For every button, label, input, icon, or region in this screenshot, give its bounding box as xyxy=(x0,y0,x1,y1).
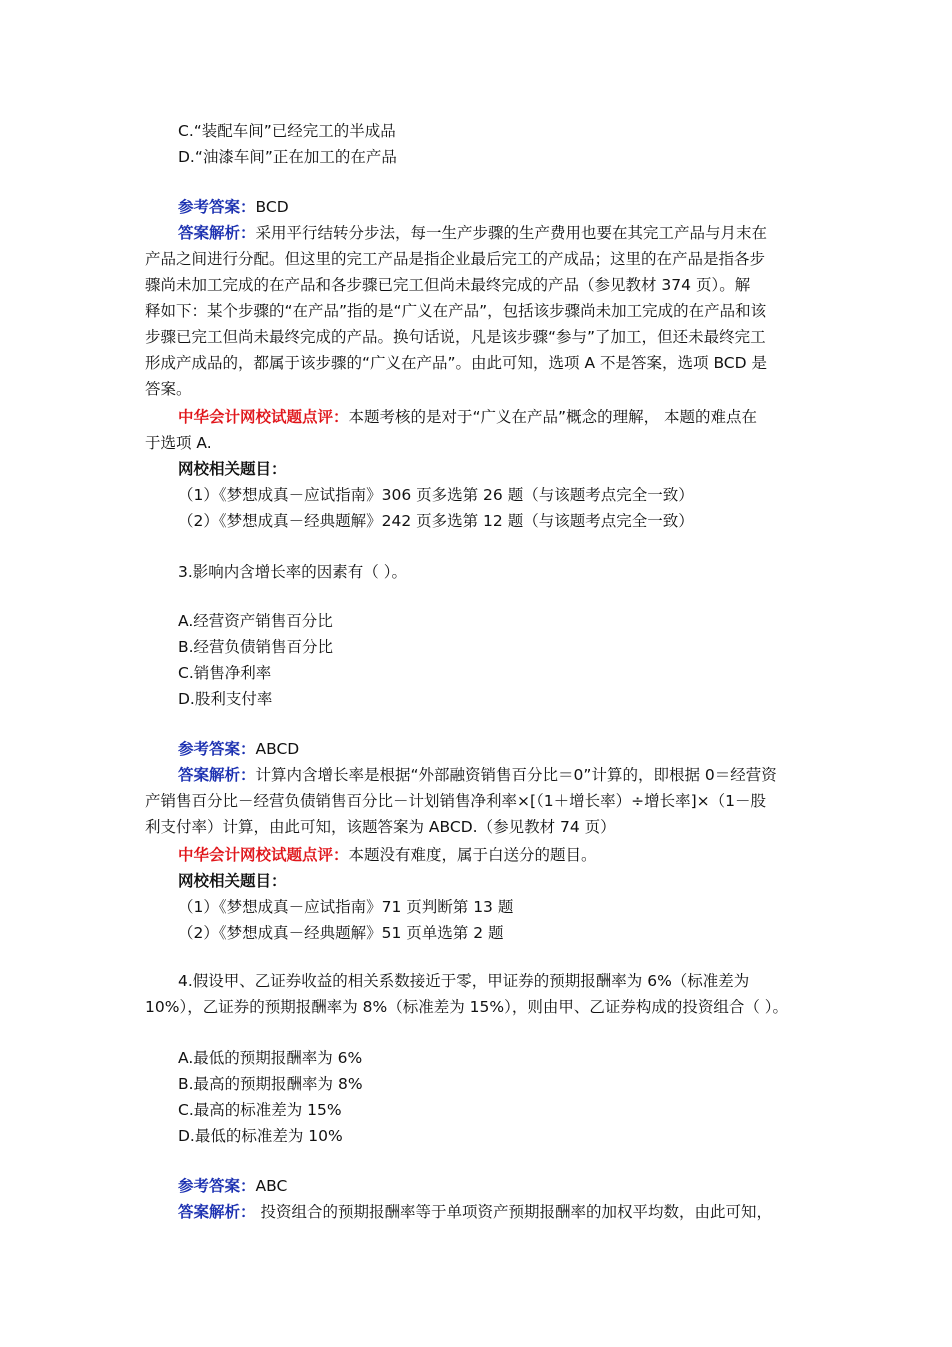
option-a: A.最低的预期报酬率为 6% xyxy=(178,1049,363,1067)
analysis-text: 投资组合的预期报酬率等于单项资产预期报酬率的加权平均数，由此可知， xyxy=(255,1203,772,1221)
question-4: 4.假设甲、乙证券收益的相关系数接近于零，甲证券的预期报酬率为 6%（标准差为 xyxy=(178,972,750,990)
option-d: D.股利支付率 xyxy=(178,690,273,708)
option-d: D.最低的标准差为 10% xyxy=(178,1127,343,1145)
comment-line xyxy=(178,844,597,866)
analysis-text: 产销售百分比－经营负债销售百分比－计划销售净利率×[（1＋增长率）÷增长率]×（1－股 xyxy=(145,792,767,810)
analysis-line xyxy=(178,764,777,786)
related-item: （1）《梦想成真－应试指南》306 页多选第 26 题（与该题考点完全一致） xyxy=(178,486,694,504)
answer-line xyxy=(178,196,289,218)
analysis-line xyxy=(178,222,767,244)
analysis-line xyxy=(178,1201,772,1223)
option-a: A.经营资产销售百分比 xyxy=(178,612,333,630)
analysis-text: 采用平行结转分步法，每一生产步骤的生产费用也要在其完工产品与月末在 xyxy=(255,224,768,242)
answer-label: 参考答案： xyxy=(178,198,256,216)
related-item: （2）《梦想成真－经典题解》51 页单选第 2 题 xyxy=(178,924,504,942)
question-4-cont: 10%），乙证券的预期报酬率为 8%（标准差为 15%），则由甲、乙证券构成的投资组合（ ）。 xyxy=(145,998,789,1016)
analysis-text: 产品之间进行分配。但这里的完工产品是指企业最后完工的产成品；这里的在产品是指各步 xyxy=(145,250,766,268)
answer-value: ABCD xyxy=(255,740,300,758)
analysis-text: 形成产成品的，都属于该步骤的“广义在产品”。由此可知，选项 A 不是答案，选项 BCD 是 xyxy=(145,354,767,372)
comment-text: 本题考核的是对于“广义在产品”概念的理解， 本题的难点在 xyxy=(348,408,758,426)
comment-line xyxy=(178,406,757,428)
question-3: 3.影响内含增长率的因素有（ ）。 xyxy=(178,563,407,581)
analysis-text: 答案。 xyxy=(145,380,192,398)
analysis-label: 答案解析： xyxy=(178,1203,256,1221)
related-label: 网校相关题目： xyxy=(178,460,287,478)
answer-line xyxy=(178,1175,287,1197)
option-c: C.销售净利率 xyxy=(178,664,272,682)
answer-label: 参考答案： xyxy=(178,740,256,758)
analysis-text: 计算内含增长率是根据“外部融资销售百分比＝0”计算的，即根据 0＝经营资 xyxy=(255,766,777,784)
analysis-text: 骤尚未加工完成的在产品和各步骤已完工但尚未最终完成的产品（参见教材 374 页）。解 xyxy=(145,276,751,294)
answer-value: BCD xyxy=(255,198,289,216)
analysis-text: 步骤已完工但尚未最终完成的产品。换句话说，凡是该步骤“参与”了加工，但还未最终完工 xyxy=(145,328,766,346)
analysis-label: 答案解析： xyxy=(178,766,256,784)
option-b: B.经营负债销售百分比 xyxy=(178,638,334,656)
analysis-text: 利支付率）计算，由此可知，该题答案为 ABCD.（参见教材 74 页） xyxy=(145,818,616,836)
answer-line xyxy=(178,738,299,760)
related-item: （1）《梦想成真－应试指南》71 页判断第 13 题 xyxy=(178,898,514,916)
option-b: B.最高的预期报酬率为 8% xyxy=(178,1075,363,1093)
analysis-label: 答案解析： xyxy=(178,224,256,242)
comment-text: 本题没有难度，属于白送分的题目。 xyxy=(348,846,597,864)
option-d: D.“油漆车间”正在加工的在产品 xyxy=(178,148,397,166)
answer-label: 参考答案： xyxy=(178,1177,256,1195)
answer-value: ABC xyxy=(255,1177,288,1195)
related-item: （2）《梦想成真－经典题解》242 页多选第 12 题（与该题考点完全一致） xyxy=(178,512,694,530)
analysis-text: 释如下：某个步骤的“在产品”指的是“广义在产品”，包括该步骤尚未加工完成的在产品和该 xyxy=(145,302,767,320)
option-c: C.最高的标准差为 15% xyxy=(178,1101,342,1119)
comment-label: 中华会计网校试题点评： xyxy=(178,846,349,864)
comment-label: 中华会计网校试题点评： xyxy=(178,408,349,426)
related-label: 网校相关题目： xyxy=(178,872,287,890)
option-c: C.“装配车间”已经完工的半成品 xyxy=(178,122,396,140)
comment-text: 于选项 A. xyxy=(145,434,212,452)
